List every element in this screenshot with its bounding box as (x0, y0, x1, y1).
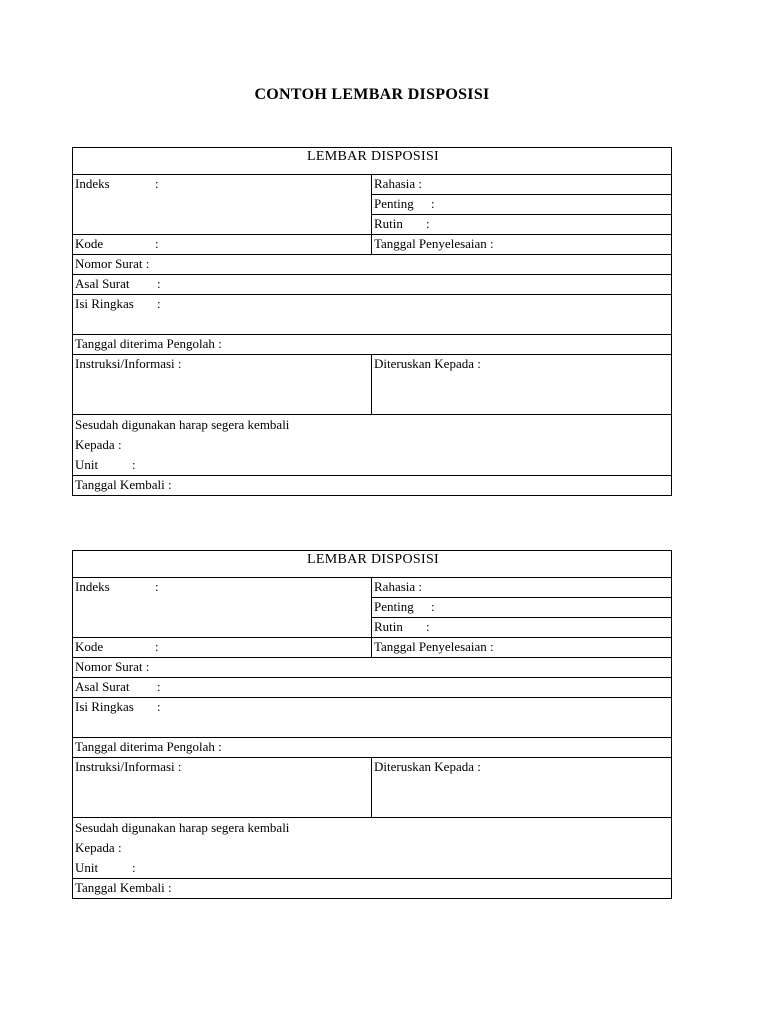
rutin-field[interactable]: Rutin : (372, 215, 672, 235)
kode-field[interactable]: Kode : (73, 235, 372, 255)
nomor-surat-field[interactable]: Nomor Surat : (73, 255, 672, 275)
kepada-field[interactable]: Kepada : (75, 437, 122, 452)
diteruskan-field[interactable]: Diteruskan Kepada : (372, 758, 672, 818)
asal-surat-field[interactable]: Asal Surat : (73, 678, 672, 698)
tanggal-diterima-field[interactable]: Tanggal diterima Pengolah : (73, 335, 672, 355)
form-header: LEMBAR DISPOSISI (73, 148, 672, 175)
unit-field[interactable]: Unit : (75, 457, 136, 472)
tanggal-penyelesaian-field[interactable]: Tanggal Penyelesaian : (372, 235, 672, 255)
disposition-form-2 (72, 550, 672, 899)
indeks-field[interactable]: Indeks : (73, 175, 372, 235)
rahasia-field[interactable]: Rahasia : (372, 578, 672, 598)
return-note: Sesudah digunakan harap segera kembali (75, 820, 290, 835)
instruksi-field[interactable]: Instruksi/Informasi : (73, 758, 372, 818)
return-note: Sesudah digunakan harap segera kembali (75, 417, 290, 432)
nomor-surat-field[interactable]: Nomor Surat : (73, 658, 672, 678)
rahasia-field[interactable]: Rahasia : (372, 175, 672, 195)
form-header: LEMBAR DISPOSISI (73, 551, 672, 578)
page-title: CONTOH LEMBAR DISPOSISI (254, 86, 490, 103)
isi-ringkas-field[interactable]: Isi Ringkas : (73, 295, 672, 335)
penting-field[interactable]: Penting : (372, 598, 672, 618)
tanggal-penyelesaian-field[interactable]: Tanggal Penyelesaian : (372, 638, 672, 658)
unit-field[interactable]: Unit : (75, 860, 136, 875)
tanggal-diterima-field[interactable]: Tanggal diterima Pengolah : (73, 738, 672, 758)
return-section (73, 415, 672, 476)
isi-ringkas-field[interactable]: Isi Ringkas : (73, 698, 672, 738)
instruksi-field[interactable]: Instruksi/Informasi : (73, 355, 372, 415)
tanggal-kembali-field[interactable]: Tanggal Kembali : (73, 879, 672, 899)
kepada-field[interactable]: Kepada : (75, 840, 122, 855)
kode-field[interactable]: Kode : (73, 638, 372, 658)
tanggal-kembali-field[interactable]: Tanggal Kembali : (73, 476, 672, 496)
return-section (73, 818, 672, 879)
disposition-form-1 (72, 147, 672, 496)
rutin-field[interactable]: Rutin : (372, 618, 672, 638)
diteruskan-field[interactable]: Diteruskan Kepada : (372, 355, 672, 415)
indeks-field[interactable]: Indeks : (73, 578, 372, 638)
asal-surat-field[interactable]: Asal Surat : (73, 275, 672, 295)
penting-field[interactable]: Penting : (372, 195, 672, 215)
